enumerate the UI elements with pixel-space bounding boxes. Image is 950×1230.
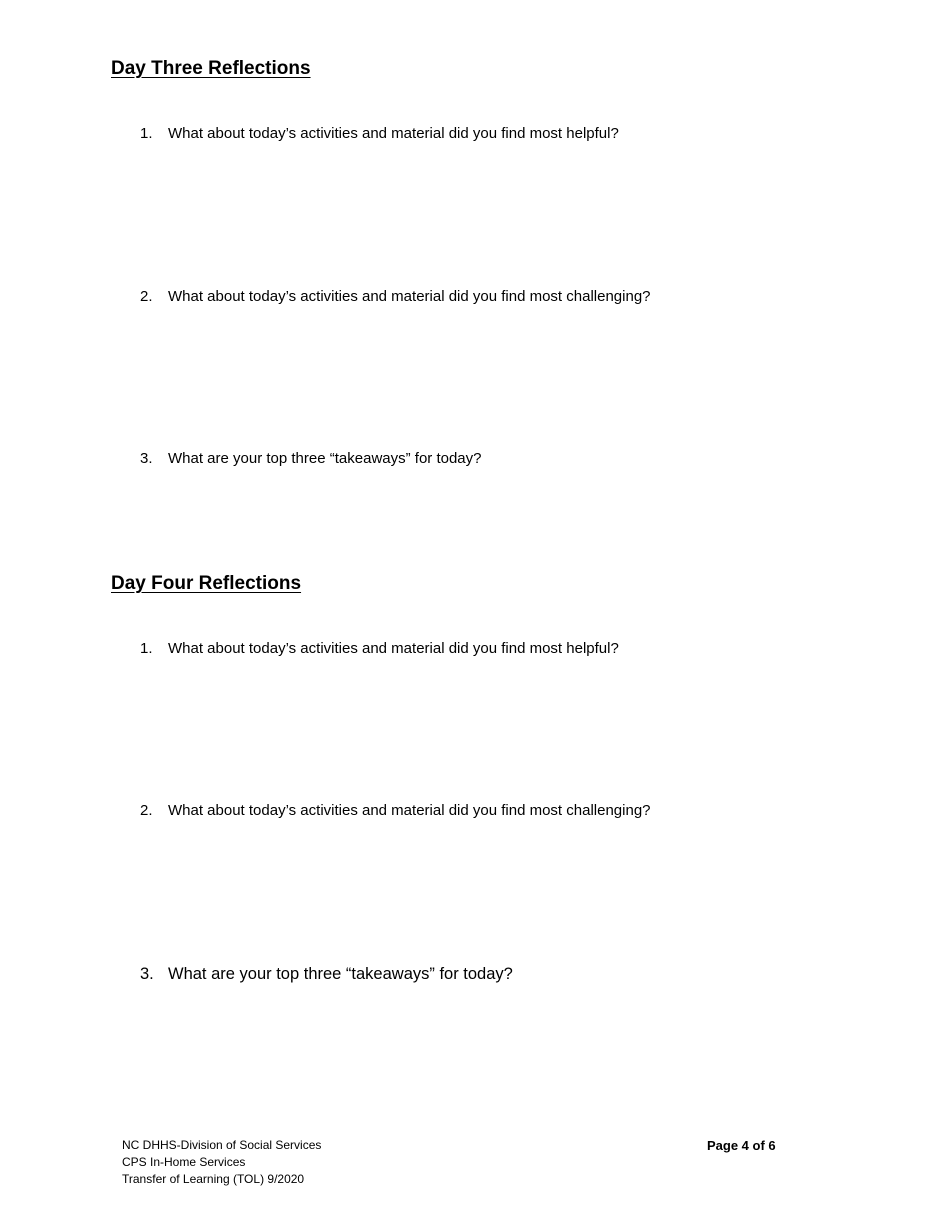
question-day4-2: [140, 801, 651, 821]
question-number: 2.: [140, 802, 153, 819]
section-heading-day-three: Day Three Reflections: [111, 58, 311, 79]
footer-program: CPS In-Home Services: [122, 1155, 246, 1169]
question-number: 1.: [140, 125, 153, 142]
question-day3-3: [140, 449, 481, 469]
question-text: What about today’s activities and material did you find most challenging?: [168, 802, 651, 819]
question-day3-2: [140, 287, 651, 307]
footer-info: [122, 1137, 321, 1188]
section-heading-day-four: Day Four Reflections: [111, 573, 302, 594]
question-number: 3.: [140, 965, 154, 983]
page-number: Page 4 of 6: [707, 1138, 776, 1153]
question-text: What about today’s activities and material did you find most helpful?: [168, 125, 619, 142]
question-day4-1: [140, 639, 619, 659]
question-text: What are your top three “takeaways” for today?: [168, 450, 482, 467]
question-number: 3.: [140, 450, 153, 467]
question-text: What about today’s activities and material did you find most helpful?: [168, 640, 619, 657]
footer-document-id: Transfer of Learning (TOL) 9/2020: [122, 1172, 305, 1186]
question-day4-3: [140, 964, 513, 984]
question-number: 2.: [140, 288, 153, 305]
question-day3-1: [140, 124, 619, 144]
footer-organization: NC DHHS-Division of Social Services: [122, 1138, 322, 1152]
question-text: What are your top three “takeaways” for today?: [168, 965, 513, 983]
question-text: What about today’s activities and material did you find most challenging?: [168, 288, 651, 305]
question-number: 1.: [140, 640, 153, 657]
